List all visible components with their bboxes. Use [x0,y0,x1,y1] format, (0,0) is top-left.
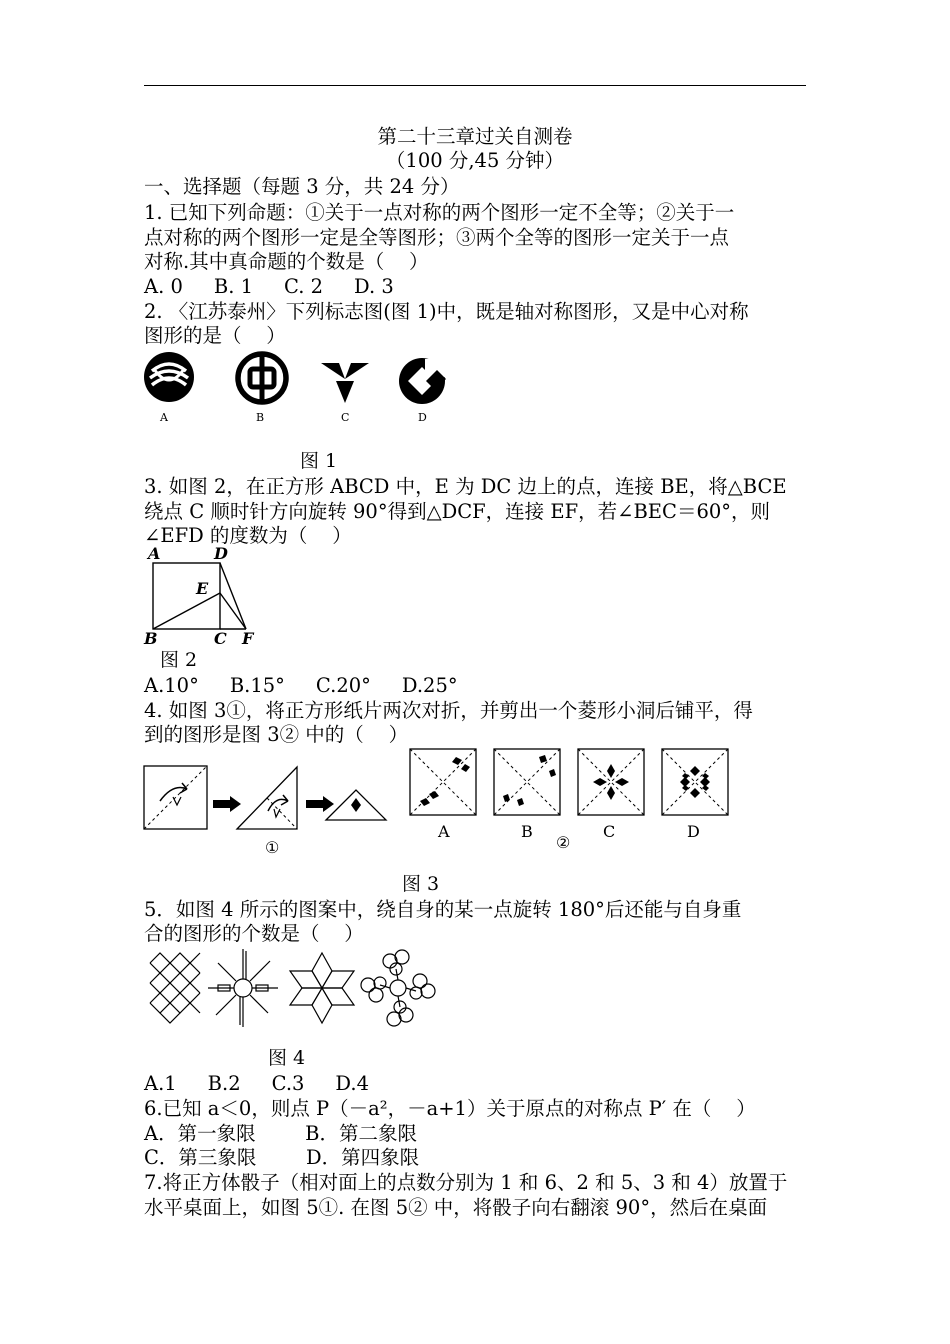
marker-2: ② [556,833,571,852]
q5-options: A.1 B.2 C.3 D.4 [144,1072,369,1095]
figure-1-logos [140,345,460,435]
pattern-3-icon [290,953,354,1023]
q5-line2: 合的图形的个数是（ ） [144,922,364,945]
q4-line1: 4. 如图 3①，将正方形纸片两次对折，并剪出一个菱形小洞后铺平，得 [144,699,753,722]
q7-line2: 水平桌面上，如图 5①. 在图 5② 中，将骰子向右翻滚 90°，然后在桌面 [144,1196,768,1219]
choice-label-d: D [687,822,700,841]
q6-options-1: A．第一象限 B．第二象限 [144,1122,418,1145]
figure-3-caption: 图 3 [402,873,440,895]
q3-options: A.10° B.15° C.20° D.25° [144,674,458,697]
section-heading: 一、选择题（每题 3 分，共 24 分） [144,175,460,198]
page-subtitle: （100 分,45 分钟） [385,149,565,172]
figure-2-caption: 图 2 [160,649,198,671]
choice-label-b: B [521,822,533,841]
q1-line2: 点对称的两个图形一定是全等图形；③两个全等的图形一定关于一点 [144,226,730,249]
logo-label-a: A [160,411,168,424]
logo-label-c: C [341,411,350,424]
q1-line1: 1. 已知下列命题：①关于一点对称的两个图形一定不全等；②关于一 [144,201,735,224]
figure-4-patterns [140,943,450,1033]
q6-line1: 6.已知 a＜0，则点 P（－a²，－a+1）关于原点的对称点 P′ 在（ ） [144,1097,756,1120]
choice-label-a: A [438,822,450,841]
q6-options-2: C．第三象限 D．第四象限 [144,1146,420,1169]
logo-a-icon [144,352,194,402]
logo-b-icon [238,353,286,403]
q2-line1: 2. 〈江苏泰州〉下列标志图(图 1)中，既是轴对称图形，又是中心对称 [144,300,749,323]
pattern-2-icon [208,949,278,1027]
q3-line1: 3. 如图 2，在正方形 ABCD 中，E 为 DC 边上的点，连接 BE，将△BCE [144,475,787,498]
pattern-4-icon [361,950,435,1026]
q5-line1: 5．如图 4 所示的图案中，绕自身的某一点旋转 180°后还能与自身重 [144,898,742,921]
page-title: 第二十三章过关自测卷 [377,125,573,148]
q7-line1: 7.将正方体骰子（相对面上的点数分别为 1 和 6、2 和 5、3 和 4）放置于 [144,1171,788,1194]
choice-label-c: C [603,822,616,841]
q2-line2: 图形的是（ ） [144,324,286,347]
point-f: F [242,629,254,648]
point-b: B [144,629,158,648]
point-d: D [214,544,228,563]
logo-label-b: B [256,411,265,424]
q1-options: A. 0 B. 1 C. 2 D. 3 [144,275,394,298]
marker-1: ① [265,838,280,857]
logo-d-icon [399,358,447,404]
q4-line2: 到的图形是图 3② 中的（ ） [144,723,409,746]
top-rule [144,85,806,86]
q3-line3: ∠EFD 的度数为（ ） [144,524,352,547]
point-c: C [214,629,227,648]
figure-1-caption: 图 1 [300,450,338,472]
figure-4-caption: 图 4 [268,1047,306,1069]
logo-label-d: D [418,411,427,424]
point-a: A [148,544,161,563]
q1-line3: 对称.其中真命题的个数是（ ） [144,250,429,273]
pattern-1-icon [150,953,200,1023]
point-e: E [196,579,209,598]
figure-2-square [140,545,280,650]
q3-line2: 绕点 C 顺时针方向旋转 90°得到△DCF，连接 EF，若∠BEC＝60°，则 [144,500,771,523]
logo-c-icon [321,363,369,403]
